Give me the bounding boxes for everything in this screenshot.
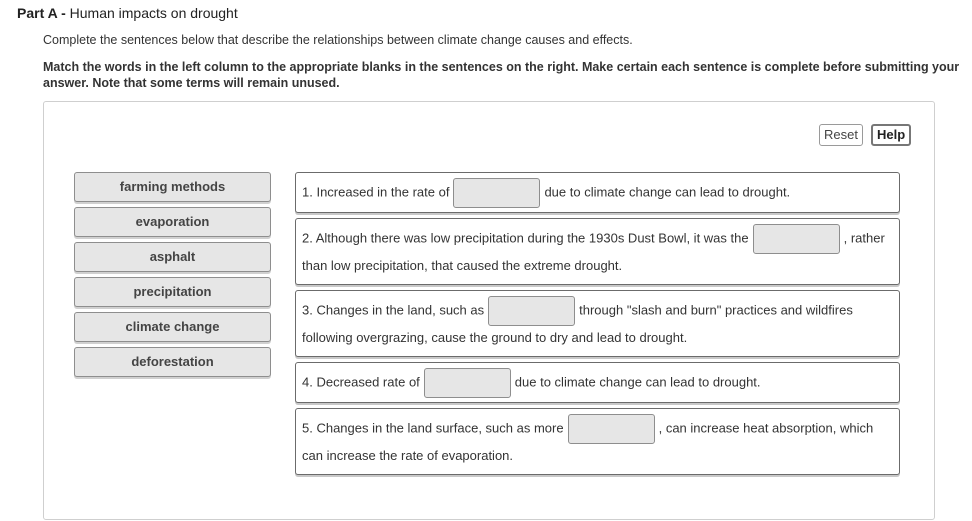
sentence-2-after: , rather — [843, 230, 885, 246]
sentence-3-before: 3. Changes in the land, such as — [302, 302, 485, 318]
term-farming-methods[interactable]: farming methods — [74, 172, 271, 202]
reset-button[interactable]: Reset — [819, 124, 863, 146]
term-evaporation[interactable]: evaporation — [74, 207, 271, 237]
instructions-text: Complete the sentences below that describe the relationships between climate change causes and effects. — [43, 33, 633, 47]
sentence-4-before: 4. Decreased rate of — [302, 374, 420, 390]
sentence-3-after: through "slash and burn" practices and wildfires — [579, 302, 853, 318]
part-label: Part A - — [17, 5, 70, 21]
sentence-5-blank[interactable] — [568, 414, 655, 444]
part-title — [17, 5, 238, 21]
term-precipitation[interactable]: precipitation — [74, 277, 271, 307]
sentence-2-blank[interactable] — [753, 224, 840, 254]
sentence-4-blank[interactable] — [424, 368, 511, 398]
sentence-5 — [295, 408, 900, 475]
sentence-1-after: due to climate change can lead to drought. — [544, 184, 791, 200]
sentence-5-after: , can increase heat absorption, which — [658, 420, 874, 436]
sentence-2-before: 2. Although there was low precipitation during the 1930s Dust Bowl, it was the — [302, 230, 749, 246]
matching-panel — [43, 101, 935, 520]
sentence-3-line2: following overgrazing, cause the ground to dry and lead to drought. — [302, 330, 688, 345]
sentence-4-after: due to climate change can lead to drought. — [514, 374, 761, 390]
sentence-1-before: 1. Increased in the rate of — [302, 184, 450, 200]
term-deforestation[interactable]: deforestation — [74, 347, 271, 377]
sentence-2 — [295, 218, 900, 285]
sentence-3 — [295, 290, 900, 357]
term-climate-change[interactable]: climate change — [74, 312, 271, 342]
sentence-1 — [295, 172, 900, 213]
sentence-5-before: 5. Changes in the land surface, such as more — [302, 420, 564, 436]
term-asphalt[interactable]: asphalt — [74, 242, 271, 272]
sentence-5-line2: can increase the rate of evaporation. — [302, 448, 514, 463]
help-button[interactable]: Help — [871, 124, 911, 146]
match-instructions-text: Match the words in the left column to the appropriate blanks in the sentences on the right. Make certain each sentence is complete before submitting your answer. Note that some terms will remain unused. — [43, 60, 960, 90]
sentence-3-blank[interactable] — [488, 296, 575, 326]
sentence-1-blank[interactable] — [453, 178, 540, 208]
sentence-4 — [295, 362, 900, 403]
sentence-2-line2: than low precipitation, that caused the extreme drought. — [302, 258, 623, 273]
part-name: Human impacts on drought — [69, 5, 238, 21]
